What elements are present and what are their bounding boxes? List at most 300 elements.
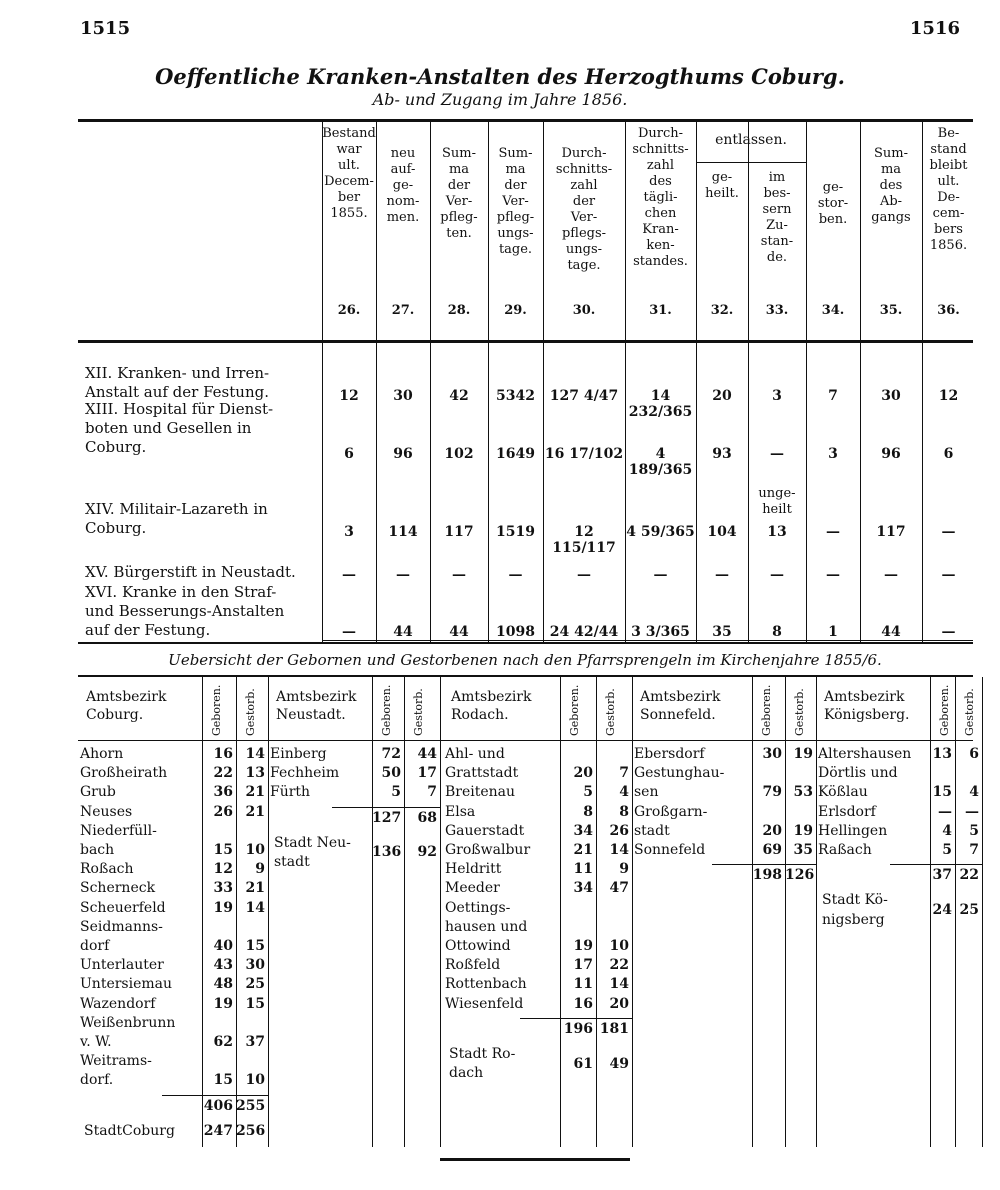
died-count: 20 xyxy=(609,995,629,1012)
born-count: 11 xyxy=(573,861,593,878)
column-header-word: ben. xyxy=(818,212,848,227)
born-count: 19 xyxy=(573,938,593,954)
column-header-word: pflegs- xyxy=(561,226,607,241)
place-name: Elsa xyxy=(445,803,476,820)
births-divider xyxy=(596,677,597,1147)
column-header-word: ge- xyxy=(392,178,414,193)
born-count: 26 xyxy=(213,803,233,820)
died-count: 4 xyxy=(619,784,629,801)
column-header-word: ult. xyxy=(937,174,960,189)
born-count: 21 xyxy=(573,842,593,858)
page-number-right: 1516 xyxy=(909,18,960,39)
column-header xyxy=(625,126,696,270)
died-count: 14 xyxy=(609,842,629,858)
births-divider xyxy=(560,677,561,1147)
place-name: Fechheim xyxy=(270,765,340,782)
group-header-rule xyxy=(696,162,806,163)
born-count: 15 xyxy=(213,1072,233,1089)
place-name: Ottowind xyxy=(445,938,511,954)
column-header-word: pfleg- xyxy=(440,210,478,225)
column-header-word: stand xyxy=(930,142,967,157)
cell-value: — xyxy=(577,567,591,583)
cell-value: 3 xyxy=(828,446,838,462)
cell-value: 114 xyxy=(388,524,418,540)
column-header-word: heilt. xyxy=(705,186,739,201)
sum-died: 126 xyxy=(785,867,815,884)
district-header-word: Sonnefeld. xyxy=(640,707,716,723)
born-count: 15 xyxy=(932,784,952,801)
died-count: 10 xyxy=(609,938,629,954)
place-name: Ahl- und xyxy=(445,746,505,762)
place-name: hausen und xyxy=(445,918,528,935)
column-header-word: Zu- xyxy=(766,218,788,233)
district-header-word: Amtsbezirk xyxy=(824,689,905,705)
column-number: 32. xyxy=(710,303,734,318)
sum-born: 37 xyxy=(932,867,952,884)
header-bottom-rule xyxy=(78,340,973,343)
cell-value: — xyxy=(653,567,668,583)
group-header-entlassen: entlassen. xyxy=(715,132,787,148)
born-count: 50 xyxy=(381,765,401,782)
cell-value: 12 xyxy=(938,388,959,404)
cell-value: — xyxy=(396,567,410,583)
place-name: Altershausen xyxy=(818,746,912,762)
died-count: 21 xyxy=(245,880,265,897)
place-name: Grub xyxy=(80,784,116,801)
died-count: 26 xyxy=(609,822,629,839)
died-count: 53 xyxy=(793,784,813,801)
column-header-word: im xyxy=(768,170,786,185)
column-header xyxy=(696,170,748,202)
row-bottom-rule xyxy=(322,640,973,641)
col-born-header: Geboren. xyxy=(568,684,581,736)
cell-value: — xyxy=(826,524,840,540)
column-header-word: stan- xyxy=(760,234,794,249)
born-count: 36 xyxy=(213,784,233,801)
column-header-word: ma xyxy=(880,162,902,177)
died-count: 9 xyxy=(255,861,265,878)
column-header xyxy=(322,126,376,222)
born-count: 40 xyxy=(213,938,233,954)
column-header-word: cem- xyxy=(932,206,965,221)
cell-value: — xyxy=(826,567,840,583)
born-count: 5 xyxy=(942,842,952,858)
sum-born: 127 xyxy=(372,809,402,826)
cell-value: — xyxy=(941,524,956,540)
born-count: 16 xyxy=(213,746,233,762)
place-name: Wazendorf xyxy=(80,995,156,1012)
born-count: 20 xyxy=(573,765,593,782)
sum-died: 68 xyxy=(417,809,437,826)
column-header-word: schnitts- xyxy=(555,162,613,177)
row-label: XII. Kranken- und Irren- xyxy=(85,364,270,382)
died-count: 15 xyxy=(245,938,265,954)
cell-value: 16 17/102 xyxy=(544,446,624,462)
column-header-word: ge- xyxy=(711,170,733,185)
place-name: Einberg xyxy=(270,746,327,762)
column-number: 35. xyxy=(879,303,903,318)
cell-note-word: unge- xyxy=(758,486,796,501)
cell-note xyxy=(748,486,806,518)
place-name: Roßach xyxy=(80,861,134,878)
col-died-header: Gestorb. xyxy=(604,688,617,736)
place-name: Niederfüll- xyxy=(80,822,157,839)
city-name: Stadt Neu- xyxy=(274,834,351,851)
column-header xyxy=(543,146,625,274)
page-subtitle: Ab- und Zugang im Jahre 1856. xyxy=(372,90,628,109)
column-header xyxy=(922,126,975,254)
born-count: 19 xyxy=(213,995,233,1012)
row-label: Anstalt auf der Festung. xyxy=(85,383,269,401)
place-name: Großheirath xyxy=(80,765,168,782)
cell-value: 96 xyxy=(393,446,413,462)
births-top-rule xyxy=(78,675,973,677)
column-number: 34. xyxy=(821,303,845,318)
row-label: boten und Gesellen in xyxy=(85,419,252,437)
column-header-word: de. xyxy=(766,250,788,265)
born-count: 5 xyxy=(583,784,593,801)
place-name: Weißenbrunn xyxy=(80,1014,176,1031)
column-header-word: der xyxy=(504,178,527,193)
column-header-word: Sum- xyxy=(442,146,476,161)
died-count: 44 xyxy=(417,746,437,762)
column-header-word: ungs- xyxy=(565,242,603,257)
row-label: Coburg. xyxy=(85,519,147,537)
born-count: 17 xyxy=(573,957,593,974)
column-header-word: ma xyxy=(505,162,526,177)
column-header-word: ge- xyxy=(822,180,844,195)
cell-value: 127 4/47 xyxy=(549,388,619,404)
cell-value: 117 xyxy=(876,524,906,540)
column-header-word: Kran- xyxy=(642,222,679,237)
died-count: 30 xyxy=(245,957,265,974)
column-header-word: standes. xyxy=(633,254,688,269)
column-header-word: Ver- xyxy=(445,194,473,209)
page-title: Oeffentliche Kranken-Anstalten des Herzogthums Coburg. xyxy=(155,64,845,89)
born-count: — xyxy=(938,803,952,820)
column-header-word: ten. xyxy=(446,226,472,241)
column-header-word: tage. xyxy=(498,242,533,257)
cell-value: 1649 xyxy=(496,446,535,462)
place-name: Sonnefeld xyxy=(634,842,706,858)
column-header-word: gangs xyxy=(871,210,911,225)
column-header-word: Decem- xyxy=(324,174,374,189)
cell-value: 30 xyxy=(393,388,413,404)
district-header-word: Neustadt. xyxy=(276,707,346,723)
cell-value: — xyxy=(715,567,729,583)
born-count: 79 xyxy=(762,784,782,801)
born-count: 5 xyxy=(391,784,401,801)
died-count: 22 xyxy=(609,957,629,974)
place-name: Fürth xyxy=(270,784,311,801)
column-header-word: Ver- xyxy=(570,210,598,225)
cell-value: — xyxy=(342,624,356,640)
place-name: Untersiemau xyxy=(80,976,173,993)
died-count: 15 xyxy=(245,995,265,1012)
column-number: 26. xyxy=(337,303,361,318)
column-header-word: Bestand xyxy=(322,126,376,141)
died-count: 14 xyxy=(609,976,629,993)
cell-value: 1 xyxy=(828,624,838,640)
column-number: 33. xyxy=(765,303,789,318)
city-born: 136 xyxy=(372,844,402,861)
died-count: 10 xyxy=(245,1072,265,1089)
column-number: 31. xyxy=(649,303,672,318)
place-name: Breitenau xyxy=(445,784,516,801)
row-label: XIII. Hospital für Dienst- xyxy=(85,400,274,418)
born-count: 15 xyxy=(213,842,233,858)
died-count: — xyxy=(965,803,979,820)
page-number-left: 1515 xyxy=(80,18,131,39)
place-name: stadt xyxy=(634,822,670,839)
column-number: 27. xyxy=(391,303,415,318)
table-bottom-rule xyxy=(78,642,973,644)
row-label: XIV. Militair-Lazareth in xyxy=(85,500,268,518)
district-header-word: Amtsbezirk xyxy=(86,689,167,705)
column-header-word: bleibt xyxy=(929,158,968,173)
place-name: Großwalbur xyxy=(445,842,531,858)
died-count: 19 xyxy=(793,746,813,762)
died-count: 37 xyxy=(245,1034,265,1050)
column-header-word: bers xyxy=(934,222,963,237)
place-name: Heldritt xyxy=(445,861,502,878)
place-name: Oettings- xyxy=(445,899,511,916)
column-header-word: ma xyxy=(448,162,470,177)
district-header-word: Coburg. xyxy=(86,707,144,723)
cell-value: — xyxy=(342,567,356,583)
district-header-word: Amtsbezirk xyxy=(451,689,532,705)
cell-value: — xyxy=(508,567,523,583)
place-name: Grattstadt xyxy=(445,765,519,782)
column-header-word: ken- xyxy=(646,238,675,253)
born-count: 43 xyxy=(213,957,233,974)
died-count: 35 xyxy=(793,842,813,858)
district-header xyxy=(276,688,356,724)
cell-value: — xyxy=(941,567,956,583)
born-count: 4 xyxy=(942,822,952,839)
column-header-word: ber xyxy=(337,190,361,205)
row-label: Coburg. xyxy=(85,438,147,456)
born-count: 19 xyxy=(213,899,233,916)
born-count: 34 xyxy=(573,880,593,897)
place-name: Ebersdorf xyxy=(634,746,705,762)
cell-value: 44 xyxy=(449,624,469,640)
row-label: XV. Bürgerstift in Neustadt. xyxy=(85,563,296,581)
sum-born: 196 xyxy=(563,1020,593,1037)
column-header-word: der xyxy=(572,194,596,209)
cell-value: 96 xyxy=(881,446,901,462)
died-count: 47 xyxy=(609,880,629,897)
cell-value: 12 115/117 xyxy=(552,524,616,556)
cell-value: 5342 xyxy=(496,388,535,404)
col-born-header: Geboren. xyxy=(380,684,393,736)
cell-value: 3 xyxy=(344,524,354,540)
births-divider xyxy=(268,677,269,1147)
column-header-word: Ver- xyxy=(502,194,529,209)
cell-value: 13 xyxy=(767,524,787,540)
col-died-header: Gestorb. xyxy=(963,688,976,736)
born-count: 62 xyxy=(213,1034,233,1050)
births-title: Uebersicht der Gebornen und Gestorbenen nach den Pfarrsprengeln im Kirchenjahre 1855/6. xyxy=(168,651,882,669)
column-header-word: ult. xyxy=(338,158,360,173)
col-born-header: Geboren. xyxy=(210,684,223,736)
cell-value: 24 42/44 xyxy=(549,624,619,640)
births-header-rule xyxy=(78,740,973,741)
cell-value: — xyxy=(452,567,466,583)
place-name: Hellingen xyxy=(818,822,888,839)
cell-value: 3 xyxy=(772,388,782,404)
cell-value: 44 xyxy=(393,624,413,640)
place-name: Raßach xyxy=(818,842,872,858)
col-died-header: Gestorb. xyxy=(793,688,806,736)
died-count: 14 xyxy=(245,899,265,916)
city-died: 49 xyxy=(609,1055,629,1072)
sum-died: 22 xyxy=(959,867,979,884)
place-name: Weitrams- xyxy=(80,1053,152,1070)
sum-rule xyxy=(520,1018,632,1019)
born-count: 69 xyxy=(762,842,782,858)
cell-value: 30 xyxy=(881,388,901,404)
died-count: 4 xyxy=(969,784,979,801)
column-header xyxy=(860,146,922,226)
cell-value: 42 xyxy=(449,388,469,404)
died-count: 21 xyxy=(245,803,265,820)
column-header-word: ungs- xyxy=(497,226,534,241)
born-count: 72 xyxy=(381,746,401,762)
column-header-word: nom- xyxy=(386,194,420,209)
column-number: 29. xyxy=(504,303,527,318)
column-number: 28. xyxy=(447,303,471,318)
cell-value: 20 xyxy=(712,388,732,404)
district-header xyxy=(640,688,720,724)
births-divider xyxy=(440,677,441,1147)
city-died: 256 xyxy=(236,1122,266,1139)
place-name: Unterlauter xyxy=(80,957,164,974)
cell-value: 35 xyxy=(712,624,732,640)
column-header-word: der xyxy=(447,178,471,193)
cell-value: — xyxy=(770,567,784,583)
born-count: 12 xyxy=(213,861,233,878)
column-header-word: zahl xyxy=(570,178,598,193)
place-name: dorf. xyxy=(80,1072,114,1089)
column-header-word: pfleg- xyxy=(496,210,535,225)
column-header xyxy=(376,146,430,226)
column-header-word: des xyxy=(879,178,903,193)
column-header-word: schnitts- xyxy=(632,142,689,157)
city-died: 25 xyxy=(959,902,979,918)
place-name: Neuses xyxy=(80,803,133,820)
sum-rule xyxy=(712,864,816,865)
died-count: 17 xyxy=(417,765,437,782)
sum-rule xyxy=(332,807,440,808)
cell-note-word: heilt xyxy=(762,502,792,517)
cell-value: 1519 xyxy=(496,524,535,540)
cell-value: — xyxy=(770,446,784,462)
sum-born: 198 xyxy=(752,867,782,884)
cell-value: 6 xyxy=(943,446,954,462)
city-born: 247 xyxy=(203,1122,233,1139)
died-count: 25 xyxy=(245,976,265,993)
born-count: 33 xyxy=(213,880,233,897)
cell-value: 93 xyxy=(712,446,732,462)
row-label: XVI. Kranke in den Straf- xyxy=(85,583,277,601)
column-number: 36. xyxy=(937,303,960,318)
cell-value: 14 232/365 xyxy=(628,388,693,420)
column-header-word: neu xyxy=(390,146,416,161)
city-born: 24 xyxy=(932,902,952,918)
city-name: dach xyxy=(449,1065,484,1082)
cell-value: 117 xyxy=(444,524,474,540)
died-count: 5 xyxy=(969,822,979,839)
district-header xyxy=(824,688,910,724)
column-header xyxy=(430,146,488,242)
city-name: Stadt Kö- xyxy=(822,892,888,909)
died-count: 14 xyxy=(245,746,265,762)
column-header-word: stor- xyxy=(817,196,849,211)
column-header-word: 1855. xyxy=(330,206,368,221)
births-divider xyxy=(982,677,983,1147)
column-header-word: auf- xyxy=(390,162,416,177)
district-header-word: Rodach. xyxy=(451,707,509,723)
place-name: Erlsdorf xyxy=(818,803,876,820)
column-header-word: Ab- xyxy=(879,194,903,209)
column-header-word: war xyxy=(336,142,362,157)
births-divider xyxy=(632,677,633,1147)
place-name: Dörtlis und xyxy=(818,765,898,782)
place-name: sen xyxy=(634,784,659,801)
column-header xyxy=(488,146,543,258)
cell-value: — xyxy=(884,567,898,583)
column-header-word: tage. xyxy=(567,258,601,273)
district-header xyxy=(86,688,166,724)
place-name: bach xyxy=(80,842,115,858)
place-name: Großgarn- xyxy=(634,803,708,820)
cell-value: 12 xyxy=(339,388,359,404)
column-header-word: zahl xyxy=(646,158,675,173)
died-count: 19 xyxy=(793,822,813,839)
died-count: 21 xyxy=(245,784,265,801)
died-count: 7 xyxy=(969,842,979,858)
born-count: 8 xyxy=(583,803,593,820)
col-died-header: Gestorb. xyxy=(412,688,425,736)
column-header-word: tägli- xyxy=(643,190,678,205)
place-name: Rottenbach xyxy=(445,976,527,993)
col-born-header: Geboren. xyxy=(938,684,951,736)
row-label: auf der Festung. xyxy=(85,621,211,639)
col-born-header: Geboren. xyxy=(760,684,773,736)
city-died: 92 xyxy=(417,844,437,861)
city-name: stadt xyxy=(274,854,310,870)
place-name: Meeder xyxy=(445,880,500,897)
born-count: 11 xyxy=(573,976,593,993)
closing-rule xyxy=(440,1158,630,1161)
cell-value: 44 xyxy=(881,624,901,640)
died-count: 6 xyxy=(969,746,979,762)
column-header-word: Durch- xyxy=(561,146,607,161)
cell-value: 102 xyxy=(444,446,474,462)
place-name: Gauerstadt xyxy=(445,822,525,839)
place-name: Ahorn xyxy=(80,746,124,762)
died-count: 7 xyxy=(619,765,629,782)
place-name: dorf xyxy=(80,938,110,954)
died-count: 8 xyxy=(619,803,629,820)
city-name: Stadt Ro- xyxy=(449,1046,516,1062)
died-count: 7 xyxy=(427,784,437,801)
district-header-word: Königsberg. xyxy=(824,707,910,723)
column-header-word: des xyxy=(649,174,672,189)
place-name: Gestunghau- xyxy=(634,765,725,782)
died-count: 10 xyxy=(245,842,265,858)
